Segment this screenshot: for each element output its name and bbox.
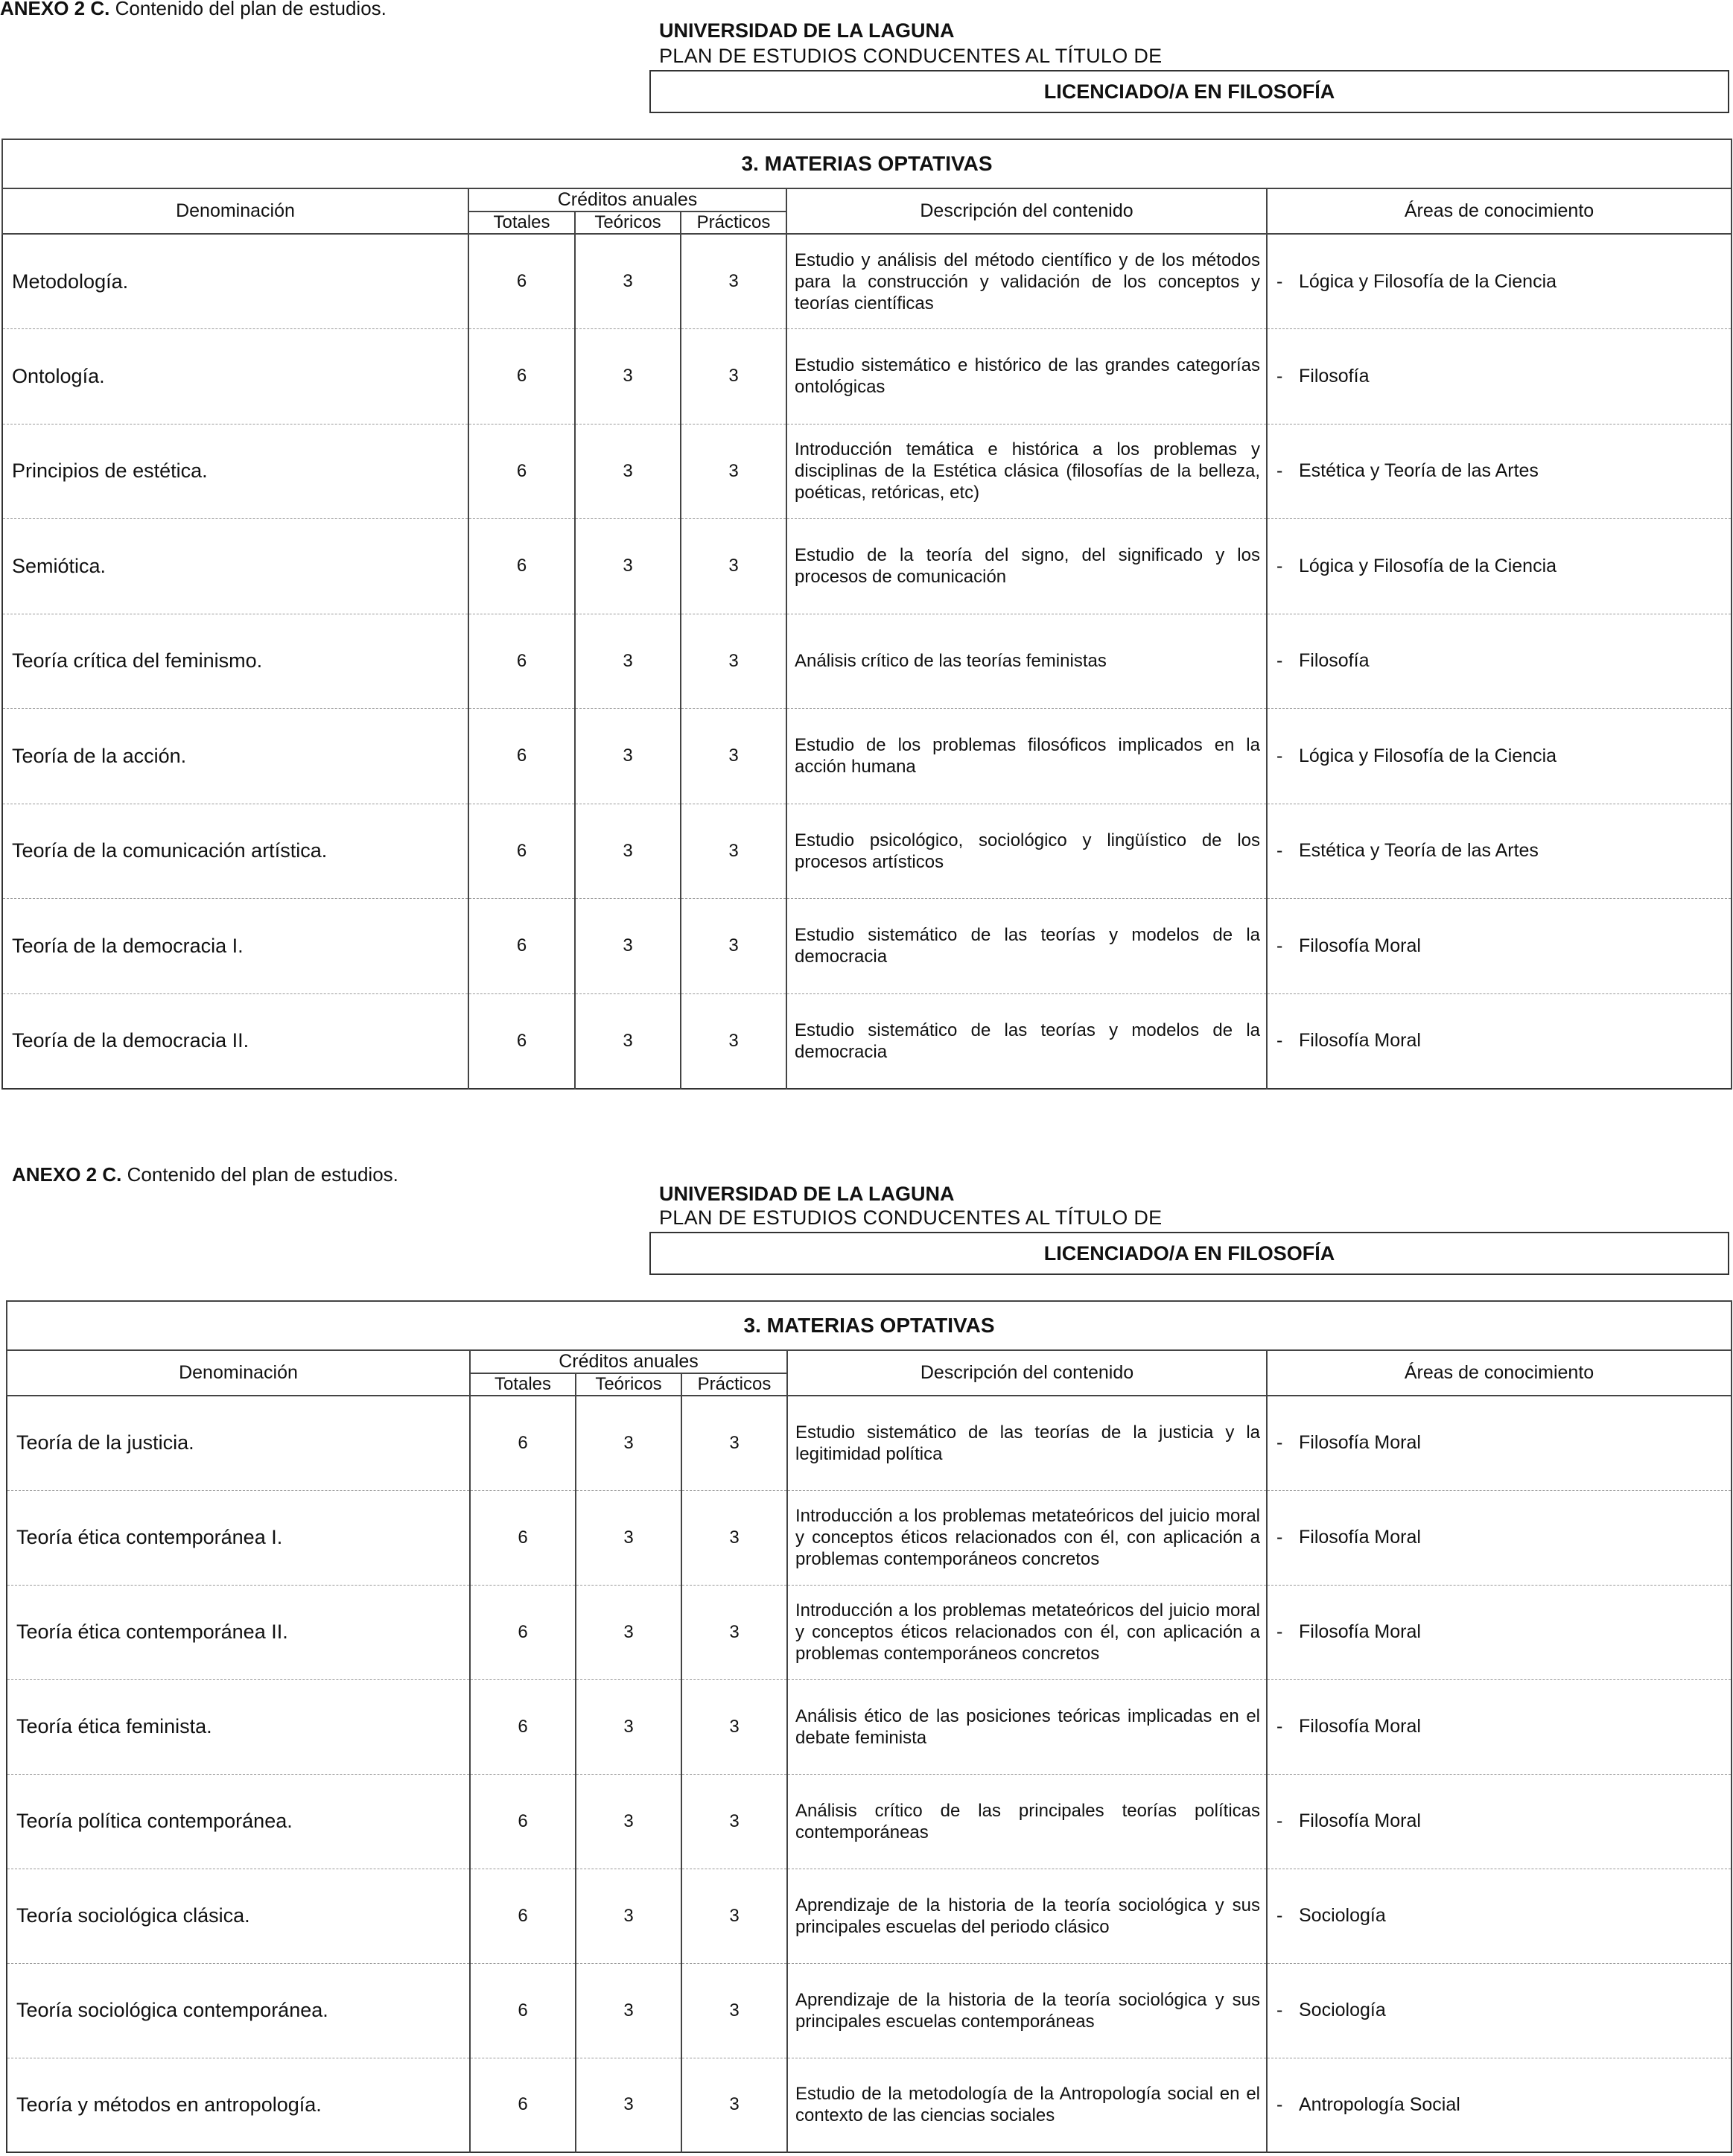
degree-title: LICENCIADO/A EN FILOSOFÍA [1043,1241,1335,1265]
credits-practicos: 3 [681,2058,787,2152]
area-label: Filosofía [1299,650,1370,672]
knowledge-area [1267,519,1732,614]
col-header-name: Denominación [2,188,468,234]
knowledge-area [1267,329,1732,424]
col-header-areas: Áreas de conocimiento [1267,1350,1732,1396]
knowledge-area [1267,993,1732,1089]
subject-description: Introducción a los problemas metateóricos del juicio moral y conceptos éticos relacionados con él, con aplicación a problemas contemporáneos concretos [787,1585,1267,1679]
area-dash: - [1276,270,1283,292]
annex-heading [0,0,387,20]
credits-practicos: 3 [681,1774,787,1869]
table-row [7,1679,1732,1774]
annex-text: Contenido del plan de estudios. [127,1163,398,1186]
credits-totales: 6 [470,1869,576,1963]
area-label: Sociología [1299,1905,1386,1926]
knowledge-area [1267,1963,1732,2058]
credits-practicos: 3 [681,1396,787,1490]
subject-description: Estudio sistemático e histórico de las grandes categorías ontológicas [786,329,1267,424]
subject-description: Estudio sistemático de las teorías y modelos de la democracia [786,899,1267,994]
subject-description: Introducción temática e histórica a los problemas y disciplinas de la Estética clásica (filosofías de la belleza, poéticas, retóricas, etc) [786,424,1267,519]
plan-title: PLAN DE ESTUDIOS CONDUCENTES AL TÍTULO DE [659,45,1163,67]
table-row [7,1963,1732,2058]
table-row [2,424,1732,519]
credits-teoricos: 3 [576,1396,681,1490]
knowledge-area [1267,234,1732,329]
subject-name: Semiótica. [2,519,468,614]
credits-teoricos: 3 [575,709,681,804]
area-dash: - [1276,460,1283,482]
subject-name: Ontología. [2,329,468,424]
credits-practicos: 3 [681,804,786,899]
credits-teoricos: 3 [576,1963,681,2058]
knowledge-area [1267,899,1732,994]
area-dash: - [1276,1527,1283,1548]
area-label: Antropología Social [1299,2093,1460,2115]
table-body [7,1396,1732,2152]
credits-totales: 6 [468,993,575,1089]
knowledge-area [1267,424,1732,519]
area-dash: - [1276,1621,1283,1642]
table-row [7,1490,1732,1585]
col-header-name: Denominación [7,1350,470,1396]
credits-practicos: 3 [681,234,786,329]
credits-totales: 6 [468,329,575,424]
credits-teoricos: 3 [576,1679,681,1774]
knowledge-area [1267,1679,1732,1774]
credits-teoricos: 3 [575,424,681,519]
area-dash: - [1276,2000,1283,2020]
area-dash: - [1276,1716,1283,1737]
credits-totales: 6 [468,899,575,994]
area-label: Filosofía Moral [1299,1621,1421,1642]
table-row [7,1396,1732,1490]
area-dash: - [1276,935,1283,956]
table-row [2,804,1732,899]
table-row [2,899,1732,994]
credits-practicos: 3 [681,424,786,519]
col-header-credits: Créditos anuales [468,188,786,212]
subject-description: Aprendizaje de la historia de la teoría sociológica y sus principales escuelas contemporáneas [787,1963,1267,2058]
degree-title-box [649,70,1729,113]
annex-label: ANEXO 2 C. [0,0,110,19]
area-label: Filosofía Moral [1299,935,1421,956]
subject-name: Teoría ética contemporánea II. [7,1585,470,1679]
credits-practicos: 3 [681,614,786,709]
table-row [2,329,1732,424]
area-dash: - [1276,1030,1283,1051]
optional-subjects-table [6,1300,1732,2153]
table-row [2,519,1732,614]
credits-teoricos: 3 [575,614,681,709]
subject-name: Teoría ética feminista. [7,1679,470,1774]
area-dash: - [1276,1810,1283,1831]
subject-name: Teoría de la justicia. [7,1396,470,1490]
subject-name: Metodología. [2,234,468,329]
university-name: UNIVERSIDAD DE LA LAGUNA [659,1183,955,1205]
credits-teoricos: 3 [576,1490,681,1585]
credits-practicos: 3 [681,1869,787,1963]
credits-teoricos: 3 [575,899,681,994]
subject-description: Estudio sistemático de las teorías de la justicia y la legitimidad política [787,1396,1267,1490]
area-label: Lógica y Filosofía de la Ciencia [1299,555,1557,576]
table-row [2,709,1732,804]
area-dash: - [1276,365,1283,387]
table-body [2,234,1732,1089]
credits-teoricos: 3 [575,329,681,424]
subject-name: Teoría de la acción. [2,709,468,804]
col-header-teoricos: Teóricos [576,1373,681,1396]
area-label: Estética y Teoría de las Artes [1299,460,1539,482]
subject-name: Teoría de la democracia I. [2,899,468,994]
credits-practicos: 3 [681,1585,787,1679]
annex-heading [12,1163,398,1186]
credits-totales: 6 [470,1774,576,1869]
subject-name: Teoría ética contemporánea I. [7,1490,470,1585]
area-label: Sociología [1299,2000,1386,2020]
subject-description: Estudio y análisis del método científico y de los métodos para la construcción y validación de los conceptos y teorías científicas [786,234,1267,329]
credits-totales: 6 [470,1396,576,1490]
area-label: Filosofía Moral [1299,1810,1421,1831]
credits-totales: 6 [470,1585,576,1679]
subject-description: Análisis crítico de las teorías feministas [786,614,1267,709]
subject-name: Principios de estética. [2,424,468,519]
knowledge-area [1267,1774,1732,1869]
credits-totales: 6 [468,519,575,614]
section-title: 3. MATERIAS OPTATIVAS [2,139,1732,188]
area-dash: - [1276,745,1283,766]
credits-totales: 6 [470,2058,576,2152]
credits-teoricos: 3 [576,1774,681,1869]
credits-practicos: 3 [681,1963,787,2058]
annex-label: ANEXO 2 C. [12,1163,122,1186]
section-title: 3. MATERIAS OPTATIVAS [7,1301,1732,1350]
credits-totales: 6 [470,1490,576,1585]
credits-practicos: 3 [681,993,786,1089]
area-dash: - [1276,840,1283,862]
table-row [7,1869,1732,1963]
university-name: UNIVERSIDAD DE LA LAGUNA [659,19,955,42]
table-row [2,614,1732,709]
knowledge-area [1267,804,1732,899]
credits-totales: 6 [470,1963,576,2058]
knowledge-area [1267,614,1732,709]
subject-description: Estudio de la metodología de la Antropología social en el contexto de las ciencias sociales [787,2058,1267,2152]
area-dash: - [1276,1905,1283,1926]
subject-name: Teoría de la comunicación artística. [2,804,468,899]
optional-subjects-table [1,139,1732,1090]
credits-teoricos: 3 [576,1585,681,1679]
col-header-teoricos: Teóricos [575,212,681,234]
plan-title: PLAN DE ESTUDIOS CONDUCENTES AL TÍTULO DE [659,1206,1163,1229]
area-label: Filosofía Moral [1299,1716,1421,1737]
area-label: Filosofía Moral [1299,1432,1421,1454]
credits-teoricos: 3 [576,1869,681,1963]
col-header-description: Descripción del contenido [787,1350,1267,1396]
subject-name: Teoría política contemporánea. [7,1774,470,1869]
subject-description: Aprendizaje de la historia de la teoría sociológica y sus principales escuelas del periodo clásico [787,1869,1267,1963]
table-row [7,1585,1732,1679]
col-header-totales: Totales [468,212,575,234]
credits-practicos: 3 [681,899,786,994]
subject-name: Teoría sociológica contemporánea. [7,1963,470,2058]
table-row [2,234,1732,329]
table-row [7,2058,1732,2152]
credits-practicos: 3 [681,519,786,614]
area-dash: - [1276,650,1283,672]
subject-description: Análisis crítico de las principales teorías políticas contemporáneas [787,1774,1267,1869]
table-row [7,1774,1732,1869]
subject-description: Estudio sistemático de las teorías y modelos de la democracia [786,993,1267,1089]
subject-description: Análisis ético de las posiciones teóricas implicadas en el debate feminista [787,1679,1267,1774]
credits-teoricos: 3 [575,993,681,1089]
subject-description: Estudio psicológico, sociológico y lingüístico de los procesos artísticos [786,804,1267,899]
subject-name: Teoría y métodos en antropología. [7,2058,470,2152]
col-header-description: Descripción del contenido [786,188,1267,234]
knowledge-area [1267,1396,1732,1490]
credits-totales: 6 [468,804,575,899]
area-dash: - [1276,1432,1283,1454]
credits-totales: 6 [468,234,575,329]
subject-description: Introducción a los problemas metateóricos del juicio moral y conceptos éticos relacionados con él, con aplicación a problemas contemporáneos concretos [787,1490,1267,1585]
col-header-practicos: Prácticos [681,212,786,234]
credits-practicos: 3 [681,709,786,804]
col-header-practicos: Prácticos [681,1373,787,1396]
subject-name: Teoría de la democracia II. [2,993,468,1089]
credits-teoricos: 3 [575,234,681,329]
area-dash: - [1276,555,1283,576]
subject-description: Estudio de la teoría del signo, del significado y los procesos de comunicación [786,519,1267,614]
credits-practicos: 3 [681,1679,787,1774]
credits-totales: 6 [468,424,575,519]
col-header-credits: Créditos anuales [470,1350,787,1373]
credits-practicos: 3 [681,329,786,424]
subject-name: Teoría sociológica clásica. [7,1869,470,1963]
credits-teoricos: 3 [575,519,681,614]
knowledge-area [1267,709,1732,804]
credits-teoricos: 3 [575,804,681,899]
table-row [2,993,1732,1089]
credits-totales: 6 [470,1679,576,1774]
area-label: Filosofía Moral [1299,1030,1421,1051]
knowledge-area [1267,2058,1732,2152]
credits-teoricos: 3 [576,2058,681,2152]
area-dash: - [1276,2093,1283,2115]
credits-practicos: 3 [681,1490,787,1585]
knowledge-area [1267,1490,1732,1585]
area-label: Filosofía Moral [1299,1527,1421,1548]
knowledge-area [1267,1869,1732,1963]
knowledge-area [1267,1585,1732,1679]
col-header-totales: Totales [470,1373,576,1396]
area-label: Filosofía [1299,365,1370,387]
credits-totales: 6 [468,709,575,804]
degree-title: LICENCIADO/A EN FILOSOFÍA [1043,80,1335,103]
subject-name: Teoría crítica del feminismo. [2,614,468,709]
credits-totales: 6 [468,614,575,709]
subject-description: Estudio de los problemas filosóficos implicados en la acción humana [786,709,1267,804]
col-header-areas: Áreas de conocimiento [1267,188,1732,234]
area-label: Estética y Teoría de las Artes [1299,840,1539,862]
degree-title-box [649,1232,1729,1275]
area-label: Lógica y Filosofía de la Ciencia [1299,270,1557,292]
annex-text: Contenido del plan de estudios. [115,0,387,19]
area-label: Lógica y Filosofía de la Ciencia [1299,745,1557,766]
